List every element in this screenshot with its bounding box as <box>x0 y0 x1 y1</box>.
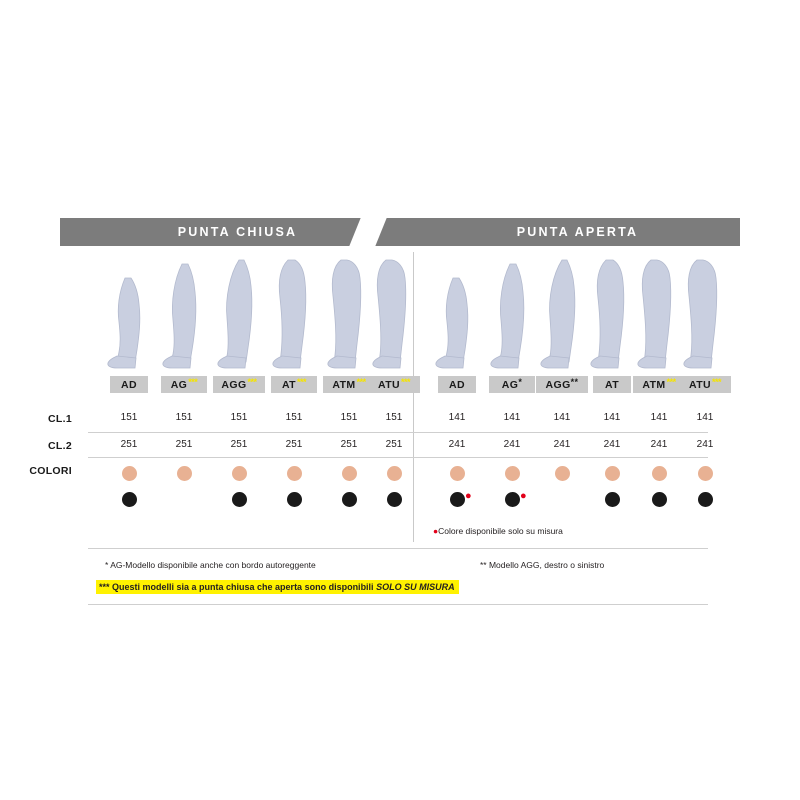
color-dot-beige <box>342 466 357 481</box>
model-chip-code: AD <box>121 378 137 391</box>
banner-punta-aperta-label: PUNTA APERTA <box>516 225 639 239</box>
color-dot-beige <box>505 466 520 481</box>
leg-illustration-icon <box>585 258 639 370</box>
red-note-text: Colore disponibile solo su misura <box>438 526 563 536</box>
cell-cl1-ag: 151 <box>175 412 193 423</box>
model-chip-code: ATM <box>642 378 666 391</box>
leg-illustration-icon <box>102 258 156 370</box>
model-chip-atu <box>368 376 420 393</box>
color-dot-black <box>505 492 520 507</box>
leg-illustration-icon <box>157 258 211 370</box>
color-dot-black <box>605 492 620 507</box>
model-chip-stars: *** <box>356 376 366 387</box>
footer-separator-bottom <box>88 604 708 605</box>
model-chip-ad <box>438 376 476 393</box>
model-chip-code: AGG <box>221 378 247 391</box>
section-banner <box>60 218 740 246</box>
model-chip-code: ATM <box>332 378 356 391</box>
model-chip-code: AG <box>501 378 519 391</box>
cell-cl1-ad: 151 <box>120 412 138 423</box>
leg-illustration-icon <box>267 258 321 370</box>
cell-cl2-atm: 251 <box>340 439 358 450</box>
cell-cl2-atu: 251 <box>385 439 403 450</box>
cell-cl2-ag: 251 <box>175 439 193 450</box>
model-chip-code: AD <box>449 378 465 391</box>
color-dot-black <box>232 492 247 507</box>
cell-cl2-atu: 241 <box>696 439 714 450</box>
model-chip-ag <box>161 376 207 393</box>
cell-cl2-atm: 241 <box>650 439 668 450</box>
model-chip-agg <box>536 376 588 393</box>
cell-cl1-agg: 151 <box>230 412 248 423</box>
color-dot-beige <box>555 466 570 481</box>
footer-separator-top <box>88 548 708 549</box>
cell-cl2-agg: 251 <box>230 439 248 450</box>
footnote-ag: * AG-Modello disponibile anche con bordo autoreggente <box>105 560 316 570</box>
model-chip-code: AG <box>170 378 188 391</box>
model-chip-code: AGG <box>545 378 571 391</box>
leg-illustration-icon <box>535 258 589 370</box>
color-dot-beige <box>232 466 247 481</box>
model-chip-ag <box>489 376 535 393</box>
color-dot-beige <box>387 466 402 481</box>
color-dot-beige <box>652 466 667 481</box>
color-dot-beige <box>698 466 713 481</box>
color-dot-black <box>698 492 713 507</box>
banner-punta-aperta <box>415 218 740 246</box>
color-dot-black <box>287 492 302 507</box>
leg-illustration-icon <box>212 258 266 370</box>
color-dot-black <box>342 492 357 507</box>
cell-cl2-ad: 241 <box>448 439 466 450</box>
model-chip-agg <box>213 376 265 393</box>
cell-cl2-agg: 241 <box>553 439 571 450</box>
cell-cl1-ag: 141 <box>503 412 521 423</box>
model-chip-at <box>593 376 631 393</box>
cell-cl1-at: 141 <box>603 412 621 423</box>
cell-cl2-at: 241 <box>603 439 621 450</box>
model-chip-code: AT <box>281 378 296 391</box>
model-chip-atu <box>679 376 731 393</box>
footnote-su-misura-prefix: *** Questi modelli sia a punta chiusa che aperta sono disponibili <box>99 582 377 592</box>
color-dot-black <box>122 492 137 507</box>
model-chip-stars: *** <box>297 376 307 387</box>
red-note-bullet-icon: ● <box>433 526 439 536</box>
model-chip-code: ATU <box>377 378 400 391</box>
model-chip-stars: *** <box>712 376 722 387</box>
model-chip-stars: *** <box>666 376 676 387</box>
red-availability-note <box>433 526 563 536</box>
cell-cl1-at: 151 <box>285 412 303 423</box>
model-chip-stars: *** <box>247 376 257 387</box>
cell-cl1-atm: 141 <box>650 412 668 423</box>
color-dot-beige <box>122 466 137 481</box>
leg-illustration-icon <box>367 258 421 370</box>
row-label-colori: COLORI <box>29 465 72 477</box>
model-chip-stars: *** <box>188 376 198 387</box>
model-chip-atm <box>633 376 685 393</box>
cell-cl1-ad: 141 <box>448 412 466 423</box>
model-chip-stars: ** <box>570 376 579 387</box>
color-dot-beige <box>287 466 302 481</box>
color-dot-black <box>387 492 402 507</box>
color-dot-red-marker-icon: ● <box>520 490 527 502</box>
color-dot-black <box>450 492 465 507</box>
model-chip-code: ATU <box>688 378 711 391</box>
model-chip-stars: * <box>518 376 523 387</box>
footnote-agg: ** Modello AGG, destro o sinistro <box>480 560 605 570</box>
cell-cl1-atu: 141 <box>696 412 714 423</box>
color-dot-beige <box>450 466 465 481</box>
color-dot-red-marker-icon: ● <box>465 490 472 502</box>
cell-cl1-atu: 151 <box>385 412 403 423</box>
footnote-su-misura <box>96 580 459 594</box>
model-chip-stars: *** <box>401 376 411 387</box>
leg-illustration-icon <box>678 258 732 370</box>
color-dot-black <box>652 492 667 507</box>
row-label-cl2: CL.2 <box>48 440 72 452</box>
leg-illustration-icon <box>430 258 484 370</box>
color-dot-beige <box>177 466 192 481</box>
cell-cl1-agg: 141 <box>553 412 571 423</box>
model-chip-at <box>271 376 317 393</box>
model-chip-ad <box>110 376 148 393</box>
cell-cl1-atm: 151 <box>340 412 358 423</box>
cell-cl2-at: 251 <box>285 439 303 450</box>
cell-cl2-ad: 251 <box>120 439 138 450</box>
leg-illustration-icon <box>485 258 539 370</box>
banner-punta-chiusa-label: PUNTA CHIUSA <box>177 225 298 239</box>
color-dot-beige <box>605 466 620 481</box>
row-separator-2 <box>88 457 708 458</box>
row-label-cl1: CL.1 <box>48 413 72 425</box>
cell-cl2-ag: 241 <box>503 439 521 450</box>
footnote-su-misura-strong: SOLO SU MISURA <box>376 582 455 592</box>
row-separator-1 <box>88 432 708 433</box>
model-chip-code: AT <box>604 378 620 391</box>
